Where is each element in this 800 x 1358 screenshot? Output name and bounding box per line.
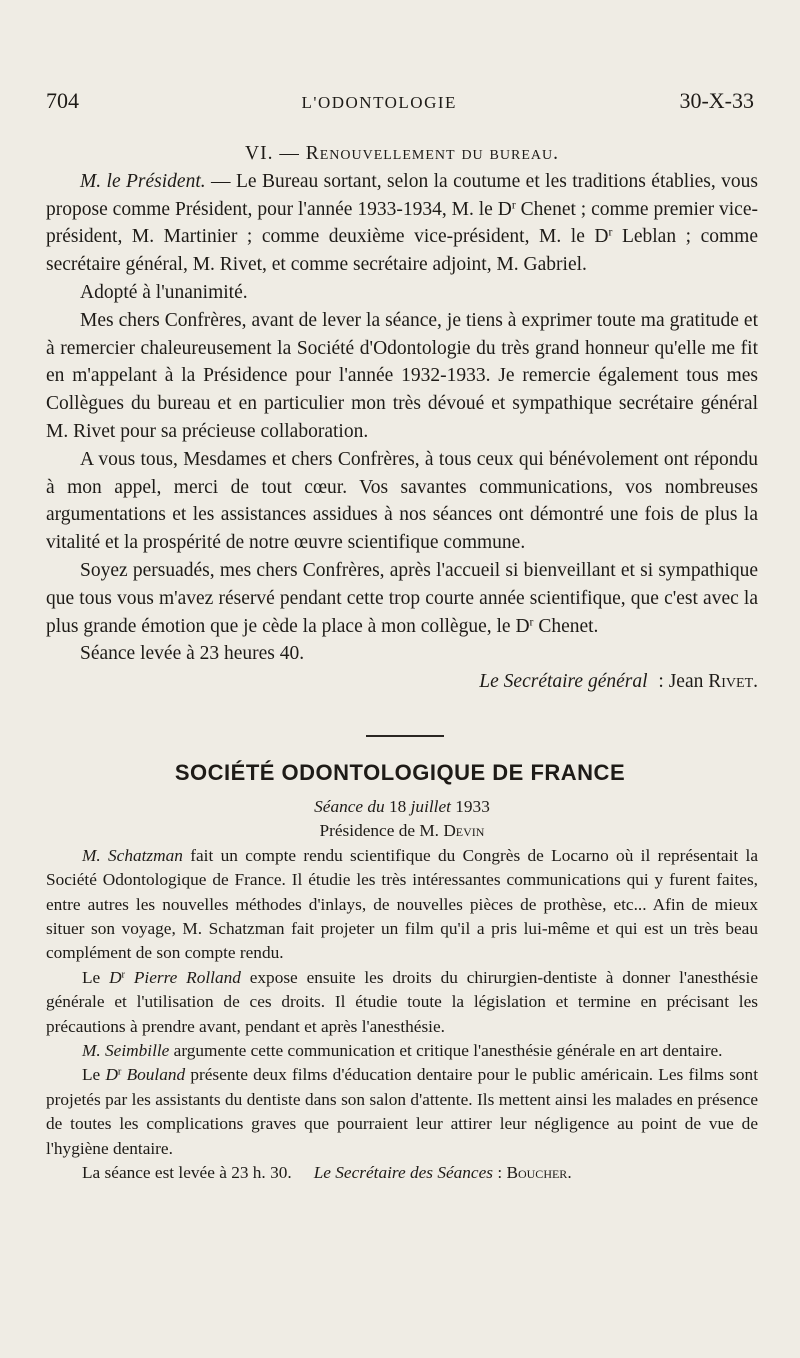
paragraph-text: — Le Bureau sortant, selon la coutume et les traditions établies, vous propose comme Président, pour l'année 1933-1934, M. le D	[46, 170, 758, 220]
dr-superscript: r	[608, 225, 613, 239]
speaker-name: M. Seimbille	[82, 1041, 170, 1061]
presidence-label: Présidence de M.	[319, 821, 444, 841]
section-renouvellement	[46, 140, 758, 696]
closing-text: La séance est levée à 23 h. 30.	[82, 1163, 292, 1183]
journal-title: L'ODONTOLOGIE	[301, 93, 457, 112]
thanks-paragraph: Mes chers Confrères, avant de lever la séance, je tiens à exprimer toute ma gratitude et à remercier chaleureusement la Société d'Odontologie du très grand honneur qu'elle me fit en m'appelant à la Présidence pour l'année 1932-1933. Je remercie également tous mes Collègues du bureau et en particulier mon très dévoué et sympathique secrétaire général M. Rivet pour sa précieuse collaboration.	[46, 309, 758, 442]
closing-paragraph: Séance levée à 23 heures 40.	[80, 643, 305, 665]
speaker-name: Bouland	[121, 1065, 186, 1085]
separator-rule	[366, 735, 444, 737]
signature-role: Le Secrétaire général	[479, 671, 648, 693]
paragraph-text: Leblan ; comme secrétaire général, M. Rivet, et comme secrétaire adjoint, M. Gabriel.	[46, 226, 758, 276]
dr-superscript: r	[121, 969, 125, 981]
secretary-role: Le Secrétaire des Séances	[313, 1163, 493, 1183]
issue-date: 30-X-33	[679, 88, 754, 113]
section-title	[46, 140, 758, 168]
signature-sep: : Jean	[653, 671, 709, 693]
running-header	[46, 88, 754, 114]
seimbille-paragraph	[46, 1039, 758, 1063]
secretary-name: Boucher.	[506, 1163, 572, 1183]
paragraph-text: Chenet ; comme premier vice-président, M. Martinier ; comme deuxième vice-président, M. le D	[46, 198, 758, 248]
session-month: juillet	[410, 797, 451, 816]
session-year: 1933	[450, 797, 490, 816]
section-title-text: Renouvellement du bureau.	[305, 143, 559, 164]
session-date	[46, 795, 758, 819]
secretary-sep: :	[493, 1163, 507, 1183]
adoption-paragraph: Adopté à l'unanimité.	[80, 281, 248, 303]
speaker-title: D	[109, 967, 122, 987]
dr-superscript: r	[117, 1066, 122, 1078]
society-heading: SOCIÉTÉ ODONTOLOGIQUE DE FRANCE	[174, 760, 626, 785]
closing-line	[46, 1161, 758, 1185]
handover-paragraph	[46, 557, 758, 640]
section-seance	[46, 795, 758, 1186]
session-label: Séance du	[314, 797, 385, 816]
dr-superscript: r	[511, 198, 516, 212]
signature	[46, 668, 758, 696]
speaker-name: Pierre Rolland	[125, 967, 241, 987]
paragraph-text: Soyez persuadés, mes chers Confrères, après l'accueil si bienveillant et si sympathique que tous vous m'avez réservé pendant cette trop courte année scientifique, que c'est avec la plus grande émotion que je cède la place à mon collègue, le D	[46, 559, 758, 637]
paragraph-text: argumente cette communication et critique l'anesthésie générale en art dentaire.	[169, 1041, 723, 1061]
speaker-title: D	[105, 1065, 118, 1085]
dr-superscript: r	[529, 615, 534, 629]
session-day: 18	[384, 797, 411, 816]
section-numeral: VI. —	[245, 143, 300, 164]
address-paragraph: A vous tous, Mesdames et chers Confrères, à tous ceux qui bénévolement ont répondu à mon appel, merci de tout cœur. Vos savantes communications, vos nombreuses argumentations et les assistances assidues à nos séances ont démontré une fois de plus la vitalité et la prospérité de notre œuvre scientifique commune.	[46, 448, 758, 554]
president-paragraph	[46, 168, 758, 279]
paragraph-text: expose ensuite les droits du chirurgien-dentiste à donner l'anesthésie générale et l'utilisation de ces droits. Il étudie toute la législation et termine en précisant les précautions à prendre avant, pendant et après l'anesthésie.	[46, 967, 758, 1036]
presidence-line	[46, 819, 758, 843]
paragraph-text: fait un compte rendu scientifique du Congrès de Locarno où il représentait la Société Odontologique de France. Il étudie les très intéressantes communications qui y furent faites, entre autres les nouvelles méthodes d'inlays, de nouvelles pièces de prothèse, etc... Afin de mieux situer son voyage, M. Schatzman fait projeter un film qu'il a pris lui-même et qui est un très beau complément de son compte rendu.	[46, 845, 758, 963]
paragraph-text: Chenet.	[533, 615, 599, 637]
signature-name: Rivet.	[708, 671, 758, 693]
bouland-paragraph	[46, 1063, 758, 1161]
rolland-paragraph	[46, 966, 758, 1039]
article: Le	[82, 967, 110, 987]
schatzman-paragraph	[46, 844, 758, 966]
speaker-name: M. le Président.	[80, 170, 206, 192]
article: Le	[82, 1065, 106, 1085]
speaker-name: M. Schatzman	[82, 845, 183, 865]
paragraph-text: présente deux films d'éducation dentaire pour le public américain. Les films sont projetés par les assistants du dentiste dans son salon d'attente. Ils mettent ainsi les malades en présence de toutes les complications graves que pourraient leur attirer leur négligence au point de vue de l'hygiène dentaire.	[46, 1065, 758, 1158]
page-number: 704	[46, 88, 79, 113]
presidence-name: Devin	[443, 821, 485, 841]
